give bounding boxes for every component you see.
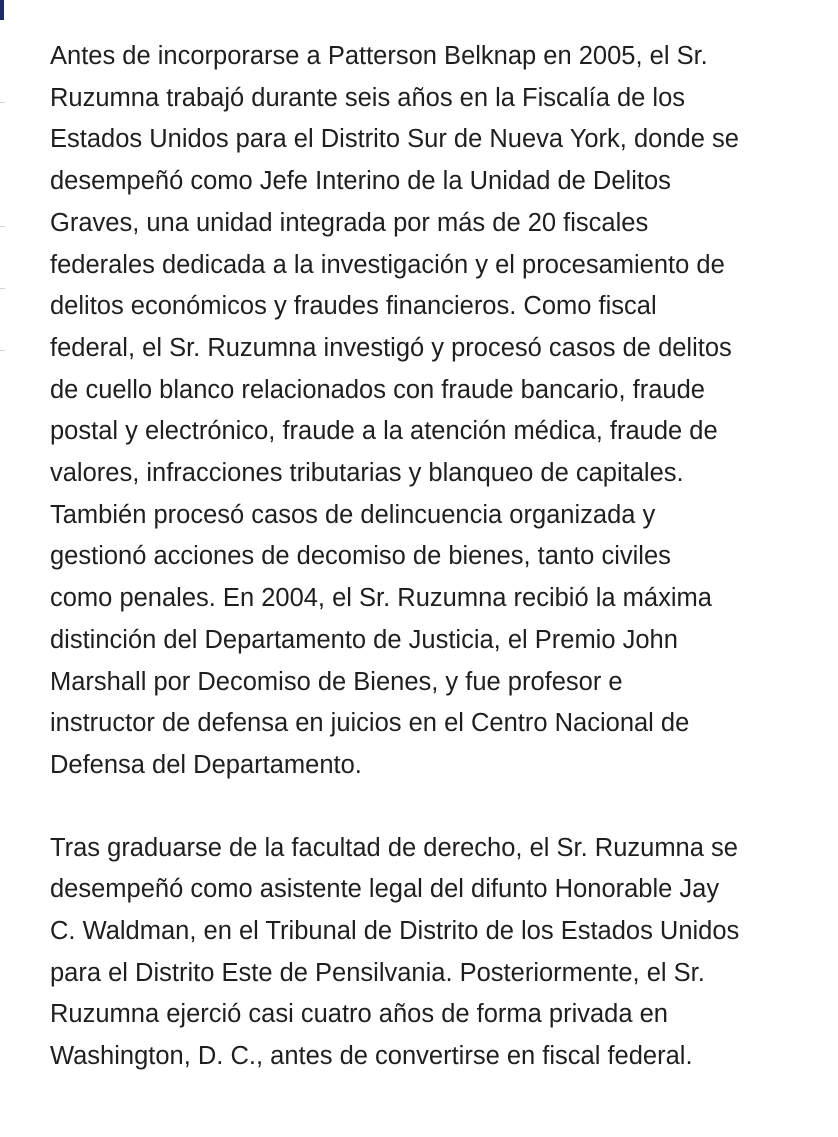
text-line: Estados Unidos para el Distrito Sur de Nueva York, donde se <box>50 125 739 154</box>
text-line: C. Waldman, en el Tribunal de Distrito de los Estados Unidos <box>50 917 740 946</box>
text-line: instructor de defensa en juicios en el Centro Nacional de <box>50 709 690 738</box>
text-line: Marshall por Decomiso de Bienes, y fue profesor e <box>50 667 623 696</box>
edge-tick <box>0 226 5 227</box>
text-line: desempeñó como Jefe Interino de la Unidad de Delitos <box>50 167 671 196</box>
accent-bar <box>0 0 4 20</box>
text-line: Washington, D. C., antes de convertirse en fiscal federal. <box>50 1042 693 1071</box>
text-line: Ruzumna trabajó durante seis años en la Fiscalía de los <box>50 83 686 112</box>
text-line: Defensa del Departamento. <box>50 750 362 779</box>
text-line: Antes de incorporarse a Patterson Belknap en 2005, el Sr. <box>50 42 708 70</box>
text-line: También procesó casos de delincuencia organizada y <box>50 500 656 529</box>
text-line: de cuello blanco relacionados con fraude bancario, fraude <box>50 375 705 404</box>
text-line: para el Distrito Este de Pensilvania. Posteriormente, el Sr. <box>50 958 705 987</box>
text-line: distinción del Departamento de Justicia, el Premio John <box>50 625 678 654</box>
paragraph-career <box>50 36 810 787</box>
text-line: valores, infracciones tributarias y blanqueo de capitales. <box>50 459 684 488</box>
text-line: desempeñó como asistente legal del difunto Honorable Jay <box>50 875 720 904</box>
bio-text <box>50 36 810 1078</box>
text-line: delitos económicos y fraudes financieros. Como fiscal <box>50 292 657 321</box>
text-line: Tras graduarse de la facultad de derecho, el Sr. Ruzumna se <box>50 833 738 862</box>
text-line: federal, el Sr. Ruzumna investigó y procesó casos de delitos <box>50 333 732 362</box>
edge-tick <box>0 102 5 103</box>
text-line: Ruzumna ejerció casi cuatro años de forma privada en <box>50 1000 668 1029</box>
text-line: postal y electrónico, fraude a la atención médica, fraude de <box>50 417 718 446</box>
paragraph-early-career <box>50 828 810 1078</box>
text-line: como penales. En 2004, el Sr. Ruzumna recibió la máxima <box>50 584 712 613</box>
text-line: gestionó acciones de decomiso de bienes, tanto civiles <box>50 542 671 571</box>
edge-tick <box>0 350 5 351</box>
edge-tick <box>0 288 5 289</box>
text-line: Graves, una unidad integrada por más de 20 fiscales <box>50 208 649 237</box>
text-line: federales dedicada a la investigación y el procesamiento de <box>50 250 725 279</box>
